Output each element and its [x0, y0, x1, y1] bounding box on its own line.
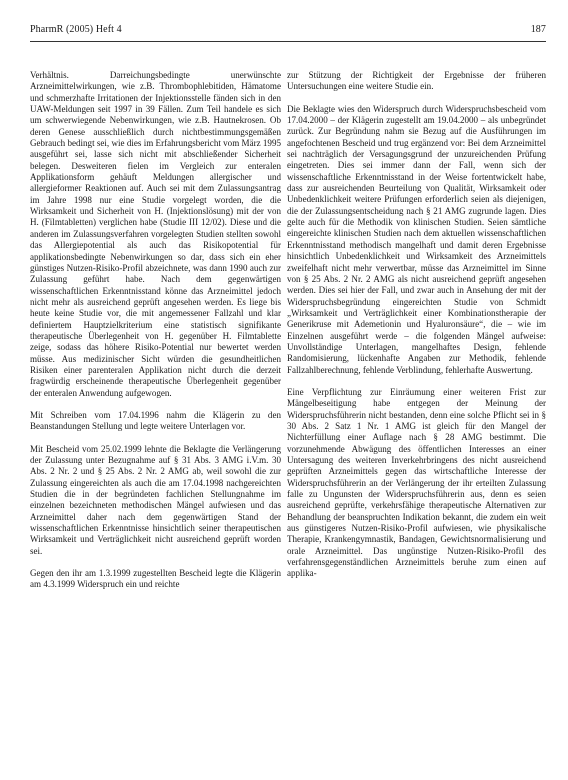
- paragraph: Gegen den ihr am 1.3.1999 zugestellten Bescheid legte die Klägerin am 4.3.1999 Widerspruch ein und reichte: [30, 568, 281, 590]
- paragraph: zur Stützung der Richtigkeit der Ergebnisse der früheren Untersuchungen eine weitere Studie ein.: [287, 70, 546, 92]
- paragraph: Eine Verpflichtung zur Einräumung einer weiteren Frist zur Mängelbeseitigung habe entgegen der Meinung der Widerspruchsführerin nicht bestanden, denn eine solche Pflicht sei in § 30 Abs. 2 Satz 1 Nr. 1 AMG ist gleich für den Mangel der Nichterfüllung einer Auflage nach § 28 AMG bestimmt. Die vorzunehmende Abwägung des öffentlichen Interesses an einer Untersagung des weiteren Inverkehrbringens des nicht ausreichend geprüften Arzneimittels gegen das wirtschaftliche Interesse der Widerspruchsführerin an der Verlängerung der ihr erteilten Zulassung falle zu Ungunsten der Widerspruchsführerin aus, denn es seien ausreichend geprüfte, verkehrsfähige therapeutische Alternativen zur Behandlung der beanspruchten Indikation bekannt, die zudem ein weit aus günstigeres Nutzen-Risiko-Profil aufwiesen, wie physikalische Therapie, Krankengymnastik, Bandagen, Gewichtsnormalisierung und orale Arzneimittel. Das ungünstige Nutzen-Risiko-Profil des verfahrensgegenständlichen Arzneimittels beruhe zum einen auf applika-: [287, 386, 546, 579]
- left-column: [30, 70, 281, 602]
- right-column: [287, 70, 546, 591]
- page-number: 187: [530, 24, 546, 35]
- journal-reference: PharmR (2005) Heft 4: [30, 24, 122, 35]
- paragraph: Die Beklagte wies den Widerspruch durch Widerspruchsbescheid vom 17.04.2000 – der Klägerin zugestellt am 19.04.2000 – als unbegründet zurück. Zur Begründung nahm sie Bezug auf die Ausführungen im angefochtenen Bescheid und trug ergänzend vor: Bei dem Arzneimittel sei nachträglich der Versagungsgrund der unzureichenden Prüfung eingetreten. Dies sei immer dann der Fall, wenn sich der wissenschaftliche Erkenntnisstand in der Weise fortentwickelt habe, dass zur ausreichenden Beurteilung von Qualität, Wirksamkeit oder Unbedenklichkeit weitere Prüfungen erforderlich seien als diejenigen, die der Zulassungsentscheidung nach § 21 AMG zugrunde lagen. Dies gelte auch für die Methodik von klinischen Studien. Seien sämtliche eingereichte klinischen Studien nach dem aktuellen wissenschaftlichen Erkenntnisstand methodisch mangelhaft und damit deren Ergebnisse hinsichtlich Unbedenklichkeit und Wirksamkeit des Arzneimittels zweifelhaft nicht mehr verwertbar, müsse das Arzneimittel im Sinne von § 25 Abs. 2 Nr. 2 AMG als nicht ausreichend geprüft angesehen werden. Dies sei hier der Fall, und zwar auch in Ansehung der mit der Widerspruchsbegründung eingereichten Studie von Schmidt „Wirksamkeit und Verträglichkeit einer Kombinationstherapie der Generikruse mit Ademetionin und Hyaluronsäure“, die – wie im Einzelnen ausgeführt werde – die folgenden Mängel aufweise: Unvollständige Unterlagen, mangelhaftes Design, fehlende Randomisierung, lückenhafte Angaben zur Methodik, fehlende Fallzahlberechnung, fehlende Verblindung, fehlerhafte Auswertung.: [287, 103, 546, 375]
- paragraph: Verhältnis. Darreichungsbedingte unerwünschte Arzneimittelwirkungen, wie z.B. Thrombophlebitiden, Hämatome und schmerzhafte Irritationen der Injektionsstelle fänden sich in den UAW-Meldungen seit 1997 in 39 Fällen. Zum Teil handele es sich um schwerwiegende Nebenwirkungen, wie z.B. Hautnekrosen. Ob deren Genese ausschließlich durch nichtbestimmungsgemäßen Gebrauch bedingt sei, wie dies im Erfahrungsbericht vom März 1995 ausgeführt sei, lasse sich nicht mit abschließender Sicherheit belegen. Desweiteren fielen im Vergleich zur enteralen Applikationsform gehäuft Meldungen allergischer und allergieformer Reaktionen auf. Auch sei mit dem Zulassungsantrag im Jahre 1998 nur eine Studie vorgelegt worden, die die Wirksamkeit und Sicherheit von H. (Injektionslösung) mit der von H. (Filmtabletten) verglichen habe (Studie III 12/02). Diese und die anderen im Zulassungsverfahren vorgelegten Studien stellten sowohl das Allergiepotential als auch das Risikopotential für applikationsbedingte Nebenwirkungen so dar, dass sich ein eher günstiges Nutzen-Risiko-Profil abzeichnete, was dann 1990 auch zur Zulassung geführt habe. Nach dem gegenwärtigen wissenschaftlichen Erkenntnisstand könne das Arzneimittel jedoch nicht mehr als ausreichend geprüft angesehen werden. Es liege bis heute keine Studie vor, die mit angemessener Fallzahl und klar definiertem Hauptzielkriterium eine statistisch signifikante therapeutische Überlegenheit von H. gegenüber H. Filmtablette zeige, sodass das höhere Risiko-Potential nur bewertet werden müsse. Aus medizinischer Sicht würden die gesundheitlichen Risiken einer parenteralen Applikation nicht durch die derzeit fragwürdig erscheinende therapeutische Überlegenheit gegenüber der enteralen Anwendung aufgewogen.: [30, 70, 281, 398]
- paragraph: Mit Schreiben vom 17.04.1996 nahm die Klägerin zu den Beanstandungen Stellung und legte weitere Unterlagen vor.: [30, 409, 281, 432]
- header-rule: [30, 41, 546, 42]
- running-header: [30, 24, 546, 38]
- paragraph: Mit Bescheid vom 25.02.1999 lehnte die Beklagte die Verlängerung der Zulassung unter Bezugnahme auf § 31 Abs. 3 AMG i.V.m. 30 Abs. 2 Nr. 2 und § 25 Abs. 2 Nr. 2 AMG ab, weil sowohl die zur Zulassung eingereichten als auch die am 17.04.1998 nachgereichten Studien die in der begründeten fachlichen Stellungnahme im einzelnen bezeichneten methodischen Mängel aufwiesen und das Arzneimittel daher nach dem gegenwärtigen Stand der wissenschaftlichen Erkenntnisse hinsichtlich seiner therapeutischen Wirksamkeit und Verträglichkeit nicht ausreichend geprüft worden sei.: [30, 443, 281, 556]
